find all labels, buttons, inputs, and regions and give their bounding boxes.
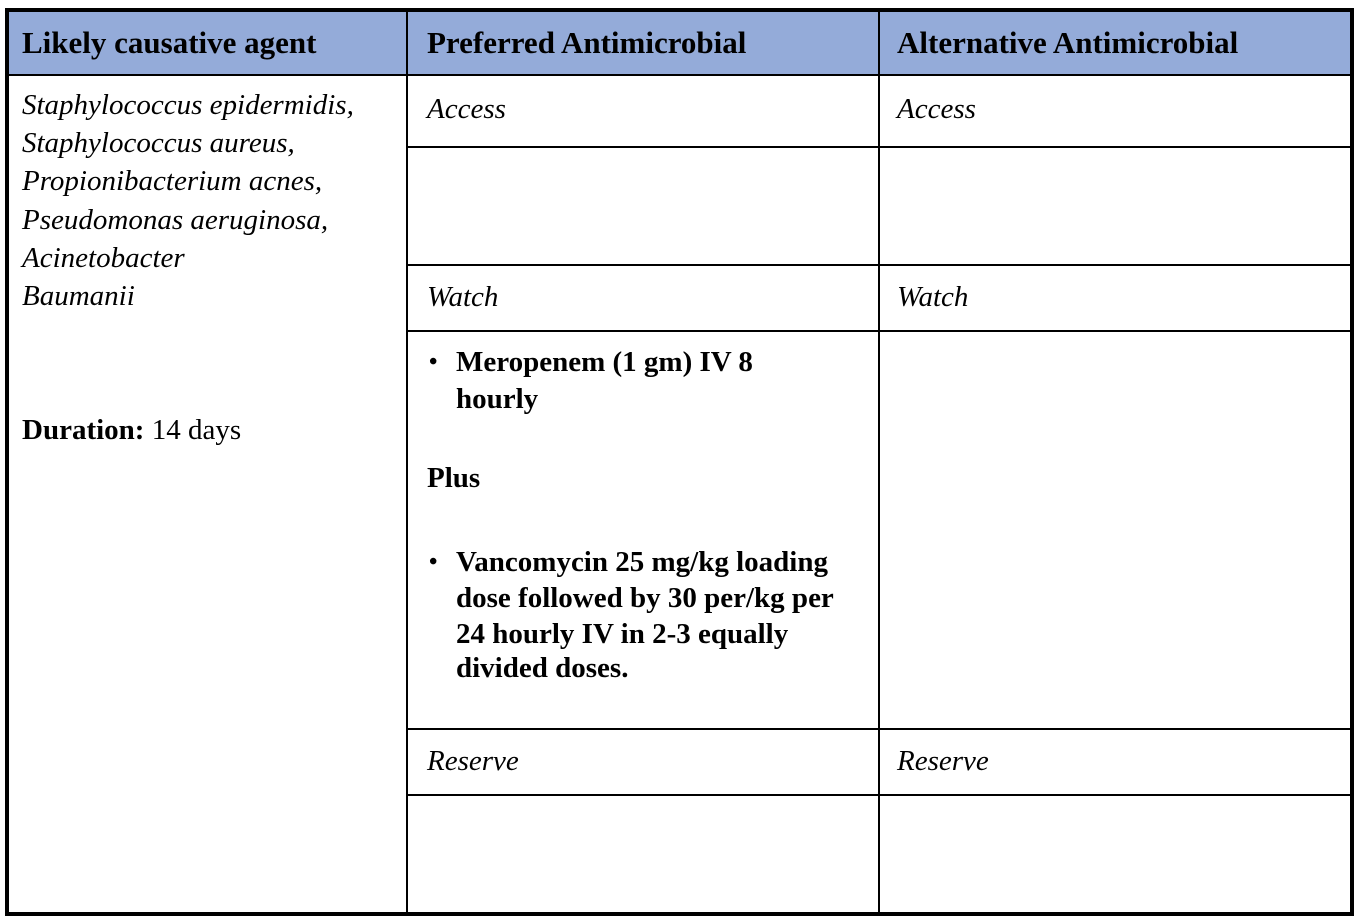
duration-label: Duration: [22, 414, 145, 446]
header-causative-agent: Likely causative agent [22, 25, 317, 60]
drug-vancomycin-cont: dose followed by 30 per/kg per [456, 582, 834, 614]
duration [22, 411, 241, 449]
preferred-watch-label: Watch [427, 281, 499, 313]
row-divider [406, 794, 1350, 796]
alternative-access-label: Access [897, 93, 976, 125]
preferred-access-label: Access [427, 93, 506, 125]
alternative-reserve-label: Reserve [897, 745, 989, 777]
agent-item: Baumanii [22, 280, 135, 312]
drug-vancomycin: Vancomycin 25 mg/kg loading [456, 546, 828, 578]
agent-item: Propionibacterium acnes, [22, 165, 323, 197]
row-divider [406, 264, 1350, 266]
drug-meropenem-cont: hourly [456, 383, 539, 415]
header-divider [9, 74, 1350, 76]
agent-item: Pseudomonas aeruginosa, [22, 204, 329, 236]
agent-item: Acinetobacter [22, 242, 185, 274]
drug-meropenem: Meropenem (1 gm) IV 8 [456, 346, 753, 378]
row-divider [406, 330, 1350, 332]
bullet-icon: • [429, 549, 438, 575]
agent-item: Staphylococcus aureus, [22, 127, 295, 159]
header-alternative: Alternative Antimicrobial [897, 25, 1239, 60]
header-preferred: Preferred Antimicrobial [427, 25, 747, 60]
duration-value: 14 days [144, 414, 242, 446]
row-divider [406, 146, 1350, 148]
agent-item: Staphylococcus epidermidis, [22, 89, 354, 121]
preferred-reserve-label: Reserve [427, 745, 519, 777]
plus-label: Plus [427, 462, 481, 494]
drug-vancomycin-cont: 24 hourly IV in 2-3 equally [456, 618, 789, 650]
alternative-watch-label: Watch [897, 281, 969, 313]
bullet-icon: • [429, 349, 438, 375]
drug-vancomycin-cont: divided doses. [456, 652, 629, 684]
row-divider [406, 728, 1350, 730]
